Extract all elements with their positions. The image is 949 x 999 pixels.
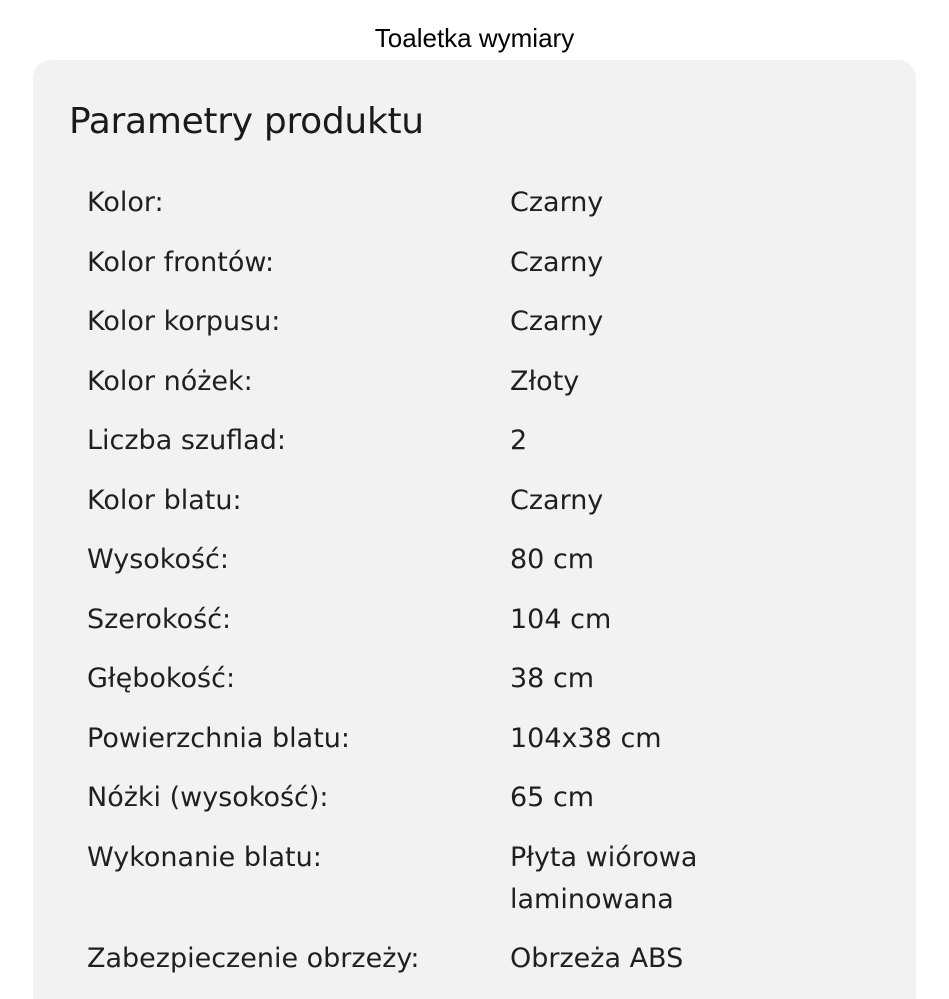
param-value: Czarny <box>510 306 604 337</box>
param-value: Czarny <box>510 484 604 516</box>
param-row-top-color <box>87 480 907 522</box>
param-row-top-surface <box>87 718 907 760</box>
param-value: 65 cm <box>510 782 595 813</box>
param-value: 80 cm <box>510 544 595 575</box>
parameters-heading: Parametry produktu <box>69 101 424 142</box>
param-label: Kolor blatu: <box>87 484 242 516</box>
param-label: Kolor frontów: <box>87 246 275 278</box>
param-value: Płyta wiórowa laminowana <box>510 841 698 915</box>
param-value: Złoty <box>510 365 580 397</box>
param-value: 38 cm <box>510 663 595 694</box>
param-label: Wysokość: <box>87 544 229 575</box>
param-label: Nóżki (wysokość): <box>87 782 329 813</box>
param-label: Kolor korpusu: <box>87 306 281 337</box>
param-row-width <box>87 599 907 641</box>
param-label: Powierzchnia blatu: <box>87 722 350 754</box>
param-label: Kolor nóżek: <box>87 365 253 397</box>
param-label: Szerokość: <box>87 603 232 635</box>
param-label: Zabezpieczenie obrzeży: <box>87 943 420 974</box>
param-row-depth <box>87 658 907 700</box>
param-row-edge-protection <box>87 938 907 980</box>
param-label: Wykonanie blatu: <box>87 841 322 873</box>
param-value: 104 cm <box>510 603 612 635</box>
parameters-list <box>87 182 907 998</box>
param-row-body-color <box>87 301 907 343</box>
param-value: 104x38 cm <box>510 722 662 754</box>
param-value: Obrzeża ABS <box>510 943 684 974</box>
param-row-height <box>87 539 907 581</box>
param-row-color <box>87 182 907 224</box>
param-value: 2 <box>510 425 528 456</box>
param-row-legs-height <box>87 777 907 819</box>
param-row-top-material <box>87 837 907 921</box>
page-title: Toaletka wymiary <box>374 23 575 53</box>
param-value: Czarny <box>510 187 604 218</box>
param-row-legs-color <box>87 361 907 403</box>
param-row-drawer-count <box>87 420 907 462</box>
param-label: Głębokość: <box>87 663 236 694</box>
param-row-front-color <box>87 242 907 284</box>
param-label: Liczba szuflad: <box>87 425 286 456</box>
param-label: Kolor: <box>87 187 164 218</box>
param-value: Czarny <box>510 246 604 278</box>
